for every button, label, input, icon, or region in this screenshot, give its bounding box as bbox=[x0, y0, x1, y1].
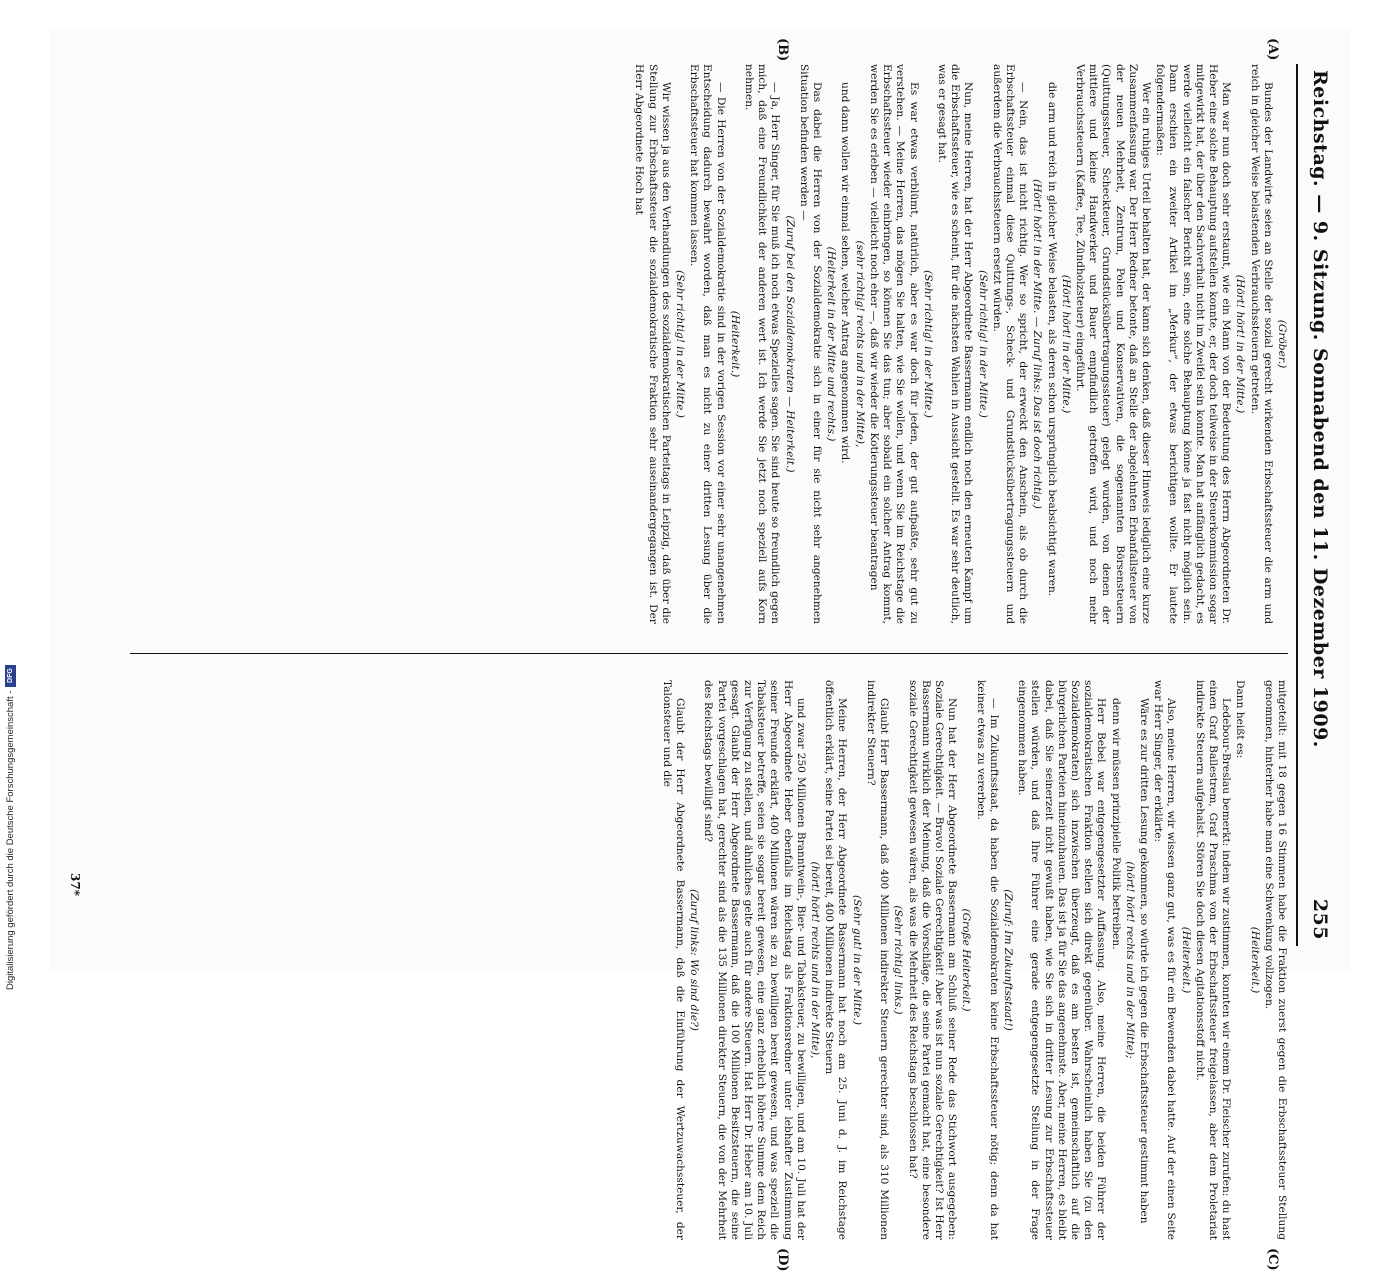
paragraph: Meine Herren, der Herr Abgeordnete Bassermann hat noch am 25. Juni d. J. im Reichstage öffentlich erklärt, seine Partei sei bereit, 400 Millionen indirekte Steuern bbox=[823, 680, 849, 1240]
page-header bbox=[1300, 70, 1340, 940]
interjection: (Sehr gut! in der Mitte.) bbox=[850, 895, 863, 1025]
interjection: (Sehr richtig! in der Mitte.) bbox=[921, 270, 934, 418]
paragraph: Bundes der Landwirte seien an Stelle der sozial gerecht wirkenden Erbschaftssteuer die arm und reich in gleicher Weise belastenden Verbrauchssteuern getreten. bbox=[1248, 64, 1274, 624]
paragraph: Herr Bebel war entgegengesetzter Auffassung. Also, meine Herren, die beiden Führer der sozialdemokratischen Fraktion stellen sich direkt gegenüber. Wahrscheinlich haben Sie (zu den Sozialdemokraten) sich inzwischen überzeugt, daß es am besten ist, gemeinschaftlich auf die bürgerlichen Parteien hineinzuhauen. Das ist ja für Sie das angenehmste. Aber, meine Herren, es bleibt dabei, daß Sie seinerzeit nicht gewußt haben, wie Sie sich in dritter Lesung zur Erbschaftssteuer stellen würden, und daß Ihre Führer eine gerade entgegengesetzte Stellung in der Frage eingenommen haben. bbox=[1016, 680, 1108, 1240]
left-column bbox=[90, 64, 1288, 624]
paragraph: Das dabei die Herren von der Sozialdemokratie sich in einer für sie nicht sehr angenehmen Situation befinden werden — bbox=[797, 64, 824, 624]
interjection: (Zuruf links: Wo sind die?) bbox=[688, 889, 701, 1031]
paragraph: Nun hat der Herr Abgeordnete Bassermann am Schluß seiner Rede das Stichwort ausgegeben: Soziale Gerechtigkeit. — Bravo! Soziale Gerechtigkeit! Aber was ist nun soziale Gerechtigkeit? Ist Herr Bassermann wirklich der Meinung, daß die Vorschläge, die seine Partei gemacht hat, eine besondere soziale Gerechtigkeit gewesen wären, als was die Mehrheit des Reichstags beschlossen hat? bbox=[906, 680, 959, 1240]
interjection: (Sehr richtig! links.) bbox=[892, 905, 905, 1015]
interjection: (Heiterkeit.) bbox=[728, 310, 741, 378]
margin-letter-c: (C) bbox=[1265, 1248, 1280, 1271]
interjection: (Heiterkeit.) bbox=[1248, 926, 1261, 994]
footer-signature: 37* bbox=[68, 873, 82, 896]
right-column bbox=[90, 680, 1288, 1240]
paragraph: — Im Zukunftsstaat, da haben die Sozialdemokraten keine Erbschaftssteuer nötig; denn da hat keiner etwas zu vererben. bbox=[974, 680, 1000, 1240]
interjection: (Große Heiterkeit.) bbox=[960, 908, 973, 1012]
paragraph: Wäre es zur dritten Lesung gekommen, so würde ich gegen die Erbschaftssteuer gestimmt haben bbox=[1137, 698, 1150, 1224]
paragraph: denn wir müssen prinzipielle Politik betreiben. bbox=[1109, 698, 1122, 950]
paragraph: Ledebour-Breslau bemerkt: indem wir zustimmen, konnten wir einem Dr. Fleischer zurufen: du hast einen Graf Ballestrem, Graf Praschma von der Erbschaftssteuer freigelassen, aber dem Proletariat indirekte Steuern aufgehalst. Stören Sie doch diesen Agitationsstoff nicht. bbox=[1193, 680, 1233, 1240]
paragraph: die arm und reich in gleicher Weise belasten, als deren schon ursprünglich beabsichtigt waren. bbox=[1045, 82, 1058, 597]
paragraph: Also, meine Herren, wir wissen ganz gut, was es für ein Bewenden dabei hatte. Auf der einen Seite war Herr Singer, der erklärte: bbox=[1152, 680, 1178, 1240]
interjection: (hört! hört! rechts und in der Mitte), bbox=[809, 861, 822, 1059]
paragraph: mitgeteilt: mit 18 gegen 16 Stimmen habe die Fraktion zuerst gegen die Erbschaftssteuer Stellung genommen, hinterher habe man eine Schwenkung vollzogen. bbox=[1262, 680, 1288, 1240]
paragraph: Man war nun doch sehr erstaunt, wie ein Mann von der Bedeutung des Herrn Abgeordneten Dr. Heber eine solche Behauptung aufstellen konnte, er, der doch teilweise in der Steuerkommission sogar mitgewirkt hat, der über den Sachverhalt nicht im Zweifel sein konnte. Man hat anfänglich gedacht, es werde vielleicht ein falscher Bericht sein, eine solche Behauptung könne ja fast nicht möglich sein. Dann erschien ein zweiter Artikel im „Merkur“, der etwas berichtigen wollte. Er lautete folgendermaßen: bbox=[1154, 64, 1233, 624]
interjection: (Hört! hört! in der Mitte.) bbox=[1059, 274, 1072, 414]
interjection: (Hört! hört! in der Mitte.) bbox=[1234, 274, 1247, 414]
paragraph: — Nein, das ist nicht richtig. Wer so spricht, der erweckt den Anschein, als ob durch die Erbschaftssteuer einmal diese Quittungs-, Scheck- und Grundstücksübertragungssteuern und außerdem die Verbrauchssteuern ersetzt würden. bbox=[990, 64, 1030, 624]
page-number: 255 bbox=[1309, 898, 1331, 940]
column-divider bbox=[130, 653, 1288, 654]
paragraph: Wir wissen ja aus den Verhandlungen des sozialdemokratischen Parteitags in Leipzig, daß über die Stellung zur Erbschaftssteuer die sozialdemokratische Fraktion sehr auseinandergegangen ist. Der Herr Abgeordnete Hoch hat bbox=[633, 64, 672, 624]
credit-text: Digitalisierung gefördert durch die Deutsche Forschungsgemeinschaft - bbox=[4, 690, 16, 990]
header-title: Reichstag. — 9. Sitzung. Sonnabend den 11. Dezember 1909. bbox=[1309, 70, 1331, 748]
scanned-page bbox=[50, 30, 1350, 1272]
interjection: (Sehr richtig! in der Mitte.) bbox=[674, 270, 687, 418]
paragraph: — Die Herren von der Sozialdemokratie sind in der vorigen Session vor einer sehr unangenehmen Entscheidung dadurch bewahrt worden, daß man es nicht zu einer dritten Lesung über die Erbschaftssteuer hat kommen lassen. bbox=[688, 64, 727, 624]
dfg-logo: DFG bbox=[5, 665, 16, 687]
margin-letter-a: (A) bbox=[1265, 38, 1280, 61]
interjection: (sehr richtig! rechts und in der Mitte), bbox=[853, 240, 866, 448]
paragraph: Glaubt der Herr Abgeordnete Bassermann, daß die Einführung der Wertzuwachssteuer, der Talonsteuer und die bbox=[660, 680, 687, 1240]
interjection: (Zuruf: Im Zukunftsstaat!) bbox=[1001, 889, 1014, 1031]
digitization-credit bbox=[4, 600, 16, 990]
paragraph: — Ja, Herr Singer, für Sie muß ich noch etwas Spezielles sagen. Sie sind heute so freundlich gegen mich, daß eine Freundlichkeit der anderen wert ist. Ich werde Sie jetzt noch speziell aufs Korn nehmen. bbox=[743, 64, 782, 624]
paragraph: Wer ein ruhiges Urteil behalten hat, der kann sich denken, daß dieser Hinweis lediglich eine kurze Zusammenfassung war. Der Herr Redner betonte, daß an Stelle der abgelehnten Erbanfallsteuer von der neuen Mehrheit, Zentrum, Polen und Konservativen, die sogenannten Börsensteuern (Quittungssteuer, Scheckteuer, Grundstücksübertragungssteuer) gelegt wurden, von denen der mittlere und kleine Handwerker und Bauer empfindlich getroffen wird, und noch mehr Verbrauchssteuern (Kaffee, Tee, Zündholzsteuer) eingeführt. bbox=[1073, 64, 1152, 624]
interjection: (Heiterkeit.) bbox=[1179, 926, 1192, 994]
paragraph: Dann heißt es: bbox=[1234, 680, 1247, 759]
margin-letter-d: (D) bbox=[775, 1248, 790, 1272]
paragraph: Glaubt Herr Bassermann, daß 400 Millionen indirekter Steuern gerechter sind, als 310 Millionen indirekter Steuern? bbox=[864, 680, 891, 1240]
paragraph: Nun, meine Herren, hat der Herr Abgeordnete Bassermann endlich noch den erneuten Kampf um die Erbschaftssteuer, wie es scheint, für die nächsten Wahlen in Aussicht gestellt. Es war sehr deutlich, was er gesagt hat. bbox=[935, 64, 975, 624]
paragraph: und dann wollen wir einmal sehen, welcher Antrag angenommen wird. bbox=[839, 82, 852, 464]
paragraph: Es war etwas verblümt, natürlich, aber es war doch für jeden, der gut aufpaßte, sehr gut zu verstehen. — Meine Herren, das mögen Sie halten, wie Sie wollen, und wenn Sie im Reichstage die Erbschaftssteuer wieder einbringen, so können Sie das tun; aber sobald ein solcher Antrag kommt, werden Sie es erleben — vielleicht noch eher —, daß wir wieder die Kotierungssteuer beantragen bbox=[867, 64, 920, 624]
interjection: (Zuruf bei den Sozialdemokraten — Heiterkeit.) bbox=[783, 215, 796, 473]
interjection: (Sehr richtig! in der Mitte.) bbox=[976, 270, 989, 418]
paragraph: und zwar 250 Millionen Branntwein-, Bier- und Tabaksteuer, zu bewilligen, und am 10. Juli hat der Herr Abgeordnete Heber ebenfalls im Reichstag als Fraktionsredner unter lebhafter Zustimmung seiner Freunde erklärt, 400 Millionen wären sie zu bewilligen bereit gewesen, und was speziell die Tabaksteuer betreffe, seien sie sogar bereit gewesen, eine ganz erheblich höhere Summe dem Reich zur Verfügung zu stellen, und ähnliches gelte auch für andere Steuern. Hat Herr Dr. Heber am 10. Juli gesagt. Glaubt der Herr Abgeordnete Bassermann, daß die 100 Millionen Besitzsteuern, die seine Partei vorgeschlagen hat, gerechter sind als die 135 Millionen direkter Steuern, die von der Mehrheit des Reichstags bewilligt sind? bbox=[702, 680, 807, 1240]
header-rule bbox=[1296, 64, 1298, 946]
interjection: (Gröber.) bbox=[1276, 319, 1288, 369]
interjection: (Heiterkeit in der Mitte und rechts.) bbox=[825, 246, 838, 442]
interjection: (hört! hört! rechts und in der Mitte); bbox=[1123, 861, 1136, 1059]
interjection: (Hört! hört! in der Mitte. — Zuruf links: Das ist doch richtig.) bbox=[1031, 179, 1044, 509]
margin-letter-b: (B) bbox=[775, 38, 790, 62]
